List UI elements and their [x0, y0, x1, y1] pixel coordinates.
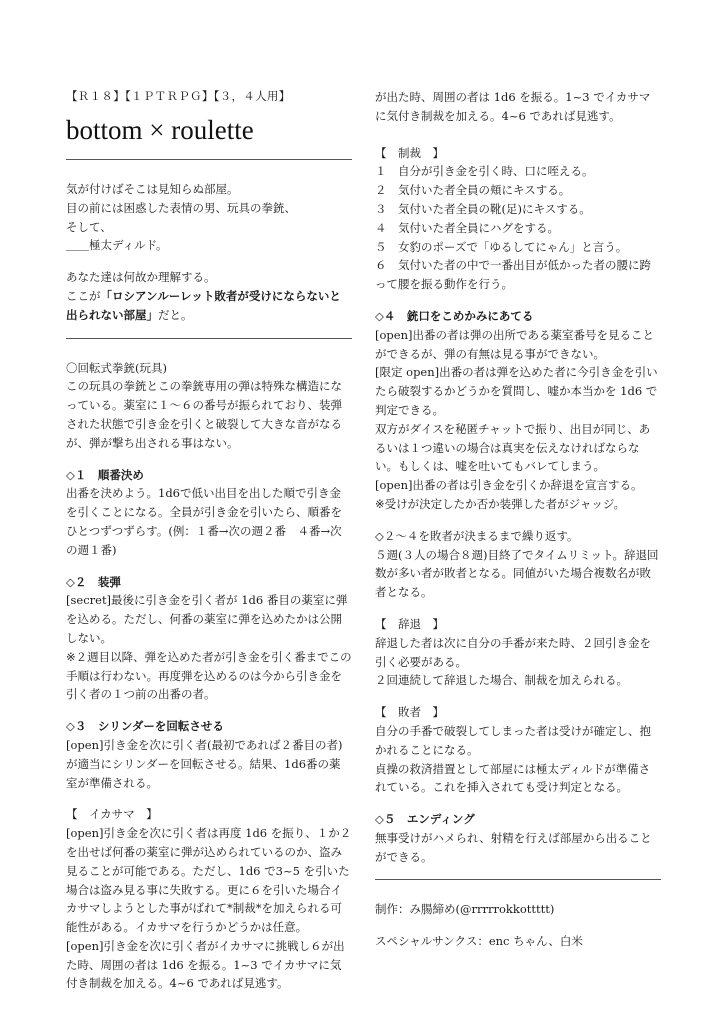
withdraw-body: 辞退した者は次に自分の手番が来た時、２回引き金を引く必要がある。 ２回連続して辞退した場合、制裁を加えられる。: [375, 635, 651, 688]
right-column: [375, 88, 661, 951]
loser-heading: 【 敗者 】: [375, 705, 444, 720]
step2-body: [secret]最後に引き金を引く者が 1d6 番目の薬室に弾を込める。ただし、何番の薬室に弾を込めたかは公開しない。 ※２週目以降、弾を込めた者が引き金を引く番までこの手順は行わない。再度弾を込めるのは今から引き金を引く者の１つ前の出番の者。: [66, 593, 352, 702]
step1-heading: ◇１ 順番決め: [66, 467, 144, 482]
penalty-item: １ 自分が引き金を引く時、口に咥える。: [375, 164, 594, 179]
intro-text: あなた達は何故か理解する。 ここが: [66, 270, 216, 303]
step4-body: [open]出番の者は弾の出所である薬室番号を見ることができるが、弾の有無は見る事ができない。 [限定 open]出番の者は弾を込めた者に今引き金を引いたら破裂するかどうかを質問し、嘘か本当かを 1d6 で判定できる。 双方がダイスを秘匿チャットで振り、出目が同じ、あるいは１つ違いの場合は真実を伝えなければならない。もしくは、嘘を吐いてもバレてしまう。 [open]出番の者は引き金を引くか辞退を宣言する。 ※受けが決定したか否か装弾した者がジャッジ。: [375, 327, 658, 511]
left-column: [66, 88, 352, 991]
repeat-body: ◇２～４を敗者が決まるまで繰り返す。 ５週(３人の場合８週)目終了でタイムリミット。辞退回数が多い者が敗者となる。同値がいた場合複数名が敗者となる。: [375, 528, 659, 600]
penalty-heading: 【 制裁 】: [375, 145, 444, 160]
special-thanks: スペシャルサンクス：enc ちゃん、白米: [375, 934, 583, 949]
step3-body: [open]引き金を次に引く者(最初であれば２番目の者)が適当にシリンダーを回転させる。結果、1d6番の薬室が準備される。: [66, 737, 343, 790]
step1-body: 出番を決めよう。1d6で低い出目を出した順で引き金を引くことになる。全員が引き金を引いたら、順番をひとつずつずらす。(例：１番→次の週２番 ４番→次の週１番): [66, 486, 342, 557]
step5-body: 無事受けがハメられ、射精を行えば部屋から出ることができる。: [375, 830, 652, 864]
withdraw-heading: 【 辞退 】: [375, 616, 444, 631]
intro-text-end: だと。: [158, 307, 193, 322]
revolver-heading: 〇回転式拳銃(玩具): [66, 360, 167, 375]
room-name-emphasis: 「ロシアンルーレット敗者が受けにならないと出られない部屋」: [66, 288, 341, 322]
step3-heading: ◇３ シリンダーを回転させる: [66, 719, 224, 734]
step4-heading: ◇４ 銃口をこめかみにあてる: [375, 308, 534, 323]
penalty-item: ３ 気付いた者全員の靴(足)にキスする。: [375, 201, 591, 216]
intro-paragraph-2: [66, 268, 352, 324]
author-credit: 制作：み腸締め(@rrrrrokkottttt): [375, 902, 555, 917]
page-title: bottom × roulette: [66, 115, 254, 145]
cheat-heading: 【 イカサマ 】: [66, 807, 158, 822]
penalty-item: ６ 気付いた者の中で一番出目が低かった者の腰に跨って腰を振る動作を行う。: [375, 258, 651, 292]
genre-tags: 【Ｒ１８】【１ＰＴＲＰＧ】【３，４人用】: [66, 89, 291, 103]
cheat-body-continued: が出た時、周囲の者は 1d6 を振る。1~3 でイカサマに気付き制裁を加える。4~6 であれば見逃す。: [375, 90, 651, 123]
loser-body: 自分の手番で破裂してしまった者は受けが確定し、抱かれることになる。 貞操の救済措置として部屋には極太ディルドが準備されている。これを挿入されても受け判定となる。: [375, 723, 651, 795]
penalty-item: ５ 女豹のポーズで「ゆるしてにゃん」と言う。: [375, 239, 628, 254]
intro-paragraph: 気が付けばそこは見知らぬ部屋。 目の前には困惑した表情の男、玩具の拳銃、 そして、 ＿＿極太ディルド。: [66, 182, 296, 253]
step2-heading: ◇２ 装弾: [66, 574, 121, 589]
cheat-body: [open]引き金を次に引く者は再度 1d6 を振り、１か２を出せば何番の薬室に弾が込められているのか、盗み見ることが可能である。ただし、1d6 で3~5 を引いた場合は盗み見る事に失敗する。更に６を引いた場合イカサマしようとした事がばれて*制裁*を加えられる可能性がある。イカサマを行うかどうかは任意。 [open]引き金を次に引く者がイカサマに挑戦し６が出た時、周囲の者は 1d6 を振る。1~3 でイカサマに気付き制裁を加える。4~6 であれば見逃す。: [66, 826, 352, 991]
step5-heading: ◇５ エンディング: [375, 812, 475, 827]
penalty-item: ２ 気付いた者全員の頬にキスする。: [375, 183, 571, 198]
revolver-description: この玩具の拳銃とこの拳銃専用の弾は特殊な構造になっている。薬室に１～６の番号が振られており、装弾された状態で引き金を引くと破裂して大きな音がなるが、弾が撃ち出される事はない。: [66, 379, 342, 450]
penalty-item: ４ 気付いた者全員にハグをする。: [375, 220, 559, 235]
